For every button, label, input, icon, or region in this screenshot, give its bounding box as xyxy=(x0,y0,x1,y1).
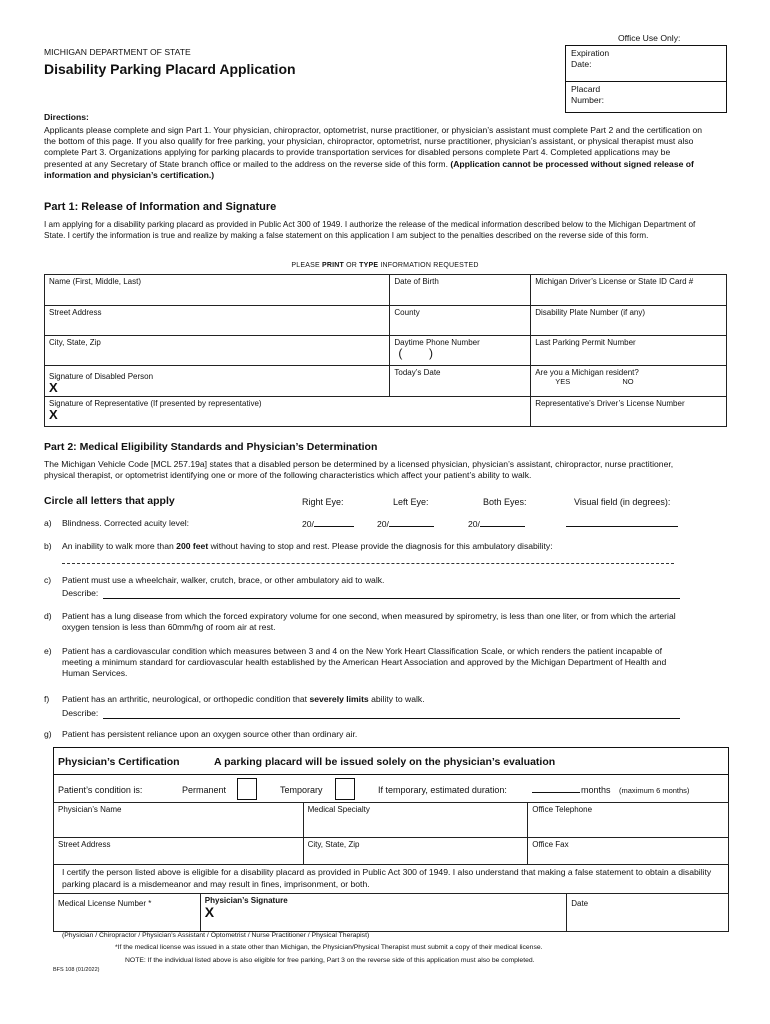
part1-body: I am applying for a disability parking placard as provided in Public Act 300 of 1949. I authorize the release of the medical information described below to the Michigan Department of State. I certify the information is true and realize by making a false statement on this application I am subject to the penalties described on the reverse side of this form. xyxy=(44,220,696,240)
sig-disabled-field[interactable] xyxy=(45,366,390,397)
both-eyes-field[interactable] xyxy=(468,518,525,530)
resident-question: Are you a Michigan resident? xyxy=(535,368,639,377)
cert-heading: Physician’s Certification xyxy=(58,756,180,768)
item-f-describe: Describe: xyxy=(62,708,99,718)
visual-field-header: Visual field (in degrees): xyxy=(574,497,671,507)
sig-disabled-label: Signature of Disabled Person xyxy=(49,372,154,381)
physician-street-field[interactable] xyxy=(54,838,304,865)
item-f-describe-line[interactable] xyxy=(103,718,680,719)
max-months-note: (maximum 6 months) xyxy=(619,786,690,795)
expiration-date-field[interactable] xyxy=(566,46,726,82)
office-telephone-field[interactable] xyxy=(528,803,729,838)
print-note xyxy=(0,262,770,269)
signature-table xyxy=(53,893,729,932)
rep-license-label: Representative’s Driver’s License Number xyxy=(535,399,685,408)
department-name: MICHIGAN DEPARTMENT OF STATE xyxy=(44,47,191,57)
part1-heading: Part 1: Release of Information and Signature xyxy=(44,201,277,213)
item-f-bold: severely limits xyxy=(309,694,369,704)
today-label: Today’s Date xyxy=(394,368,441,377)
dob-label: Date of Birth xyxy=(394,277,439,286)
item-c-text: Patient must use a wheelchair, walker, crutch, brace, or other ambulatory aid to walk. xyxy=(62,575,385,585)
footer-roles: (Physician / Chiropractor / Physician’s Assistant / Optometrist / Nurse Practitioner / Physical Therapist) xyxy=(62,932,370,939)
expiration-label-1: Expiration xyxy=(571,48,610,58)
dob-field[interactable] xyxy=(390,275,531,306)
item-b-text xyxy=(62,541,712,552)
physician-signature-label: Physician’s Signature xyxy=(204,896,288,905)
physician-name-label: Physician’s Name xyxy=(58,805,122,814)
left-eye-frac: 20/ xyxy=(377,519,389,529)
circle-instruction: Circle all letters that apply xyxy=(44,495,175,507)
rep-license-field[interactable] xyxy=(531,397,727,427)
directions-bold-note: (Application cannot be processed without signed release of information and physician’s certification.) xyxy=(44,158,694,180)
part1-table xyxy=(44,274,727,427)
item-b-label[interactable]: b) xyxy=(44,541,52,551)
form-id: BFS 108 (01/2022) xyxy=(53,967,100,973)
item-a-label[interactable]: a) xyxy=(44,518,52,528)
license-number-field[interactable] xyxy=(54,894,201,932)
physician-name-field[interactable] xyxy=(54,803,304,838)
physician-info-table xyxy=(53,802,729,865)
resident-no[interactable]: NO xyxy=(622,377,634,386)
left-eye-field[interactable] xyxy=(377,518,434,530)
item-d-text: Patient has a lung disease from which the forced expiratory volume for one second, when measured by spirometry, is less than one liter, or from which the arterial oxygen tension is less than 60mm/hg of room air at rest. xyxy=(62,611,676,633)
condition-row xyxy=(54,774,728,802)
placard-label-2: Number: xyxy=(571,95,604,106)
cert-subheading: A parking placard will be issued solely on the physician’s evaluation xyxy=(214,756,556,768)
directions-body: Applicants please complete and sign Part 1. Your physician, chiropractor, optometrist, nurse practitioner, or physician’s assistant must complete Part 2 and the certification on the bottom of this page. If you also qualify for free parking, your physician, chiropractor, optometrist, nurse practitioner, physician’s assistant, or physical therapist must also complete Part 3. Organizations applying for parking placards to provide transportation services for disabled persons complete Part 4. Completed applications may be presented at any Secretary of State branch office or mailed to the address on the reverse side of this form. xyxy=(44,125,703,169)
item-c-label[interactable]: c) xyxy=(44,575,52,585)
print-note-b: PRINT xyxy=(321,262,344,269)
license-label: Michigan Driver’s License or State ID Card # xyxy=(535,277,694,286)
item-b-diagnosis-line[interactable] xyxy=(62,563,674,564)
cert-date-label: Date xyxy=(571,899,589,908)
office-use-label: Office Use Only: xyxy=(618,33,681,43)
item-c-describe: Describe: xyxy=(62,588,99,598)
permanent-checkbox[interactable] xyxy=(237,778,257,800)
left-eye-header: Left Eye: xyxy=(393,497,429,507)
name-label: Name (First, Middle, Last) xyxy=(49,277,142,286)
item-f-label[interactable]: f) xyxy=(44,694,50,704)
cert-date-field[interactable] xyxy=(567,894,729,932)
last-permit-label: Last Parking Permit Number xyxy=(535,338,636,347)
sig-rep-field[interactable] xyxy=(45,397,531,427)
duration-input[interactable] xyxy=(532,784,580,793)
plate-field[interactable] xyxy=(531,306,727,336)
item-b-bold: 200 feet xyxy=(176,541,209,551)
item-g-label[interactable]: g) xyxy=(44,729,52,739)
phone-label: Daytime Phone Number xyxy=(394,338,480,347)
item-b-text-2: without having to stop and rest. Please provide the diagnosis for this ambulatory disability: xyxy=(208,541,553,551)
physician-city-field[interactable] xyxy=(303,838,528,865)
item-f-text xyxy=(62,694,425,705)
months-label: months xyxy=(581,785,611,795)
phone-parens: ( ) xyxy=(398,346,434,360)
today-field[interactable] xyxy=(390,366,531,397)
item-f-text-2: ability to walk. xyxy=(368,694,425,704)
physician-city-label: City, State, Zip xyxy=(307,840,360,849)
specialty-field[interactable] xyxy=(303,803,528,838)
expiration-label-2: Date: xyxy=(571,59,592,70)
office-telephone-label: Office Telephone xyxy=(532,805,593,814)
street-label: Street Address xyxy=(49,308,102,317)
temporary-label: Temporary xyxy=(280,785,323,795)
physician-street-label: Street Address xyxy=(58,840,111,849)
print-note-e: INFORMATION REQUESTED xyxy=(378,262,479,269)
license-field[interactable] xyxy=(531,275,727,306)
part2-body: The Michigan Vehicle Code [MCL 257.19a] states that a disabled person be determined by a licensed physician, physician’s assistant, chiropractor, nurse practitioner, physical therapist, or optometrist identifying one or more of the following characteristics which affect your patient’s ability to walk. xyxy=(44,459,674,481)
item-a-text: Blindness. Corrected acuity level: xyxy=(62,518,190,528)
item-f-text-1: Patient has an arthritic, neurological, or orthopedic condition that xyxy=(62,694,310,704)
item-c-describe-line[interactable] xyxy=(103,598,680,599)
physician-signature-field[interactable] xyxy=(200,894,566,932)
footer-note-2: NOTE: If the individual listed above is also eligible for free parking, Part 3 on the reverse side of this application must also be completed. xyxy=(125,957,535,964)
office-fax-field[interactable] xyxy=(528,838,729,865)
permanent-label: Permanent xyxy=(182,785,227,795)
item-d-label[interactable]: d) xyxy=(44,611,52,621)
duration-label: If temporary, estimated duration: xyxy=(378,785,507,795)
county-field[interactable] xyxy=(390,306,531,336)
both-eyes-header: Both Eyes: xyxy=(483,497,527,507)
plate-label: Disability Plate Number (if any) xyxy=(535,308,646,317)
city-field[interactable] xyxy=(45,336,390,366)
item-e-text: Patient has a cardiovascular condition which measures between 3 and 4 on the New York Heart Classification Scale, or which renders the patient incapable of meeting a minimum standard for cardiovascular health established by the American Heart Association and approved by the Michigan Department of Health and Human Services. xyxy=(62,646,667,679)
item-b-text-1: An inability to walk more than xyxy=(62,541,177,551)
print-note-a: PLEASE xyxy=(291,262,322,269)
page-title: Disability Parking Placard Application xyxy=(44,61,296,77)
resident-yes[interactable]: YES xyxy=(555,377,571,386)
print-note-d: TYPE xyxy=(359,262,379,269)
temporary-checkbox[interactable] xyxy=(335,778,355,800)
visual-field-input[interactable] xyxy=(566,518,678,530)
street-field[interactable] xyxy=(45,306,390,336)
office-fax-label: Office Fax xyxy=(532,840,569,849)
physician-certification-box xyxy=(53,747,729,932)
resident-field[interactable] xyxy=(531,366,727,397)
city-label: City, State, Zip xyxy=(49,338,101,347)
right-eye-header: Right Eye: xyxy=(302,497,344,507)
phone-field[interactable] xyxy=(390,336,531,366)
sig-rep-label: Signature of Representative (If presented by representative) xyxy=(49,399,262,408)
right-eye-field[interactable] xyxy=(302,518,354,530)
specialty-label: Medical Specialty xyxy=(307,805,370,814)
sig-rep-x: X xyxy=(49,407,58,422)
placard-number-field[interactable] xyxy=(566,82,726,112)
print-note-c: OR xyxy=(343,262,360,269)
sig-disabled-x: X xyxy=(49,380,58,395)
both-eyes-frac: 20/ xyxy=(468,519,480,529)
right-eye-frac: 20/ xyxy=(302,519,314,529)
footer-note-1: *If the medical license was issued in a state other than Michigan, the Physician/Physical Therapist must submit a copy of their medical license. xyxy=(115,944,543,951)
last-permit-field[interactable] xyxy=(531,336,727,366)
license-number-label: Medical License Number * xyxy=(58,899,152,908)
office-use-box xyxy=(565,45,727,113)
name-field[interactable] xyxy=(45,275,390,306)
directions-text xyxy=(44,125,704,181)
condition-label: Patient’s condition is: xyxy=(58,785,143,795)
county-label: County xyxy=(394,308,420,317)
item-e-label[interactable]: e) xyxy=(44,646,52,656)
placard-label-1: Placard xyxy=(571,84,601,94)
item-g-text: Patient has persistent reliance upon an oxygen source other than ordinary air. xyxy=(62,729,358,739)
physician-signature-x: X xyxy=(204,904,215,920)
directions-heading: Directions: xyxy=(44,112,89,122)
certify-statement: I certify the person listed above is eligible for a disability placard as provided in Public Act 300 of 1949. I also understand that making a false statement to obtain a disability parking placard is a misdemeanor and may result in fines, imprisonment, or both. xyxy=(62,867,712,890)
part2-heading: Part 2: Medical Eligibility Standards and Physician’s Determination xyxy=(44,441,378,453)
